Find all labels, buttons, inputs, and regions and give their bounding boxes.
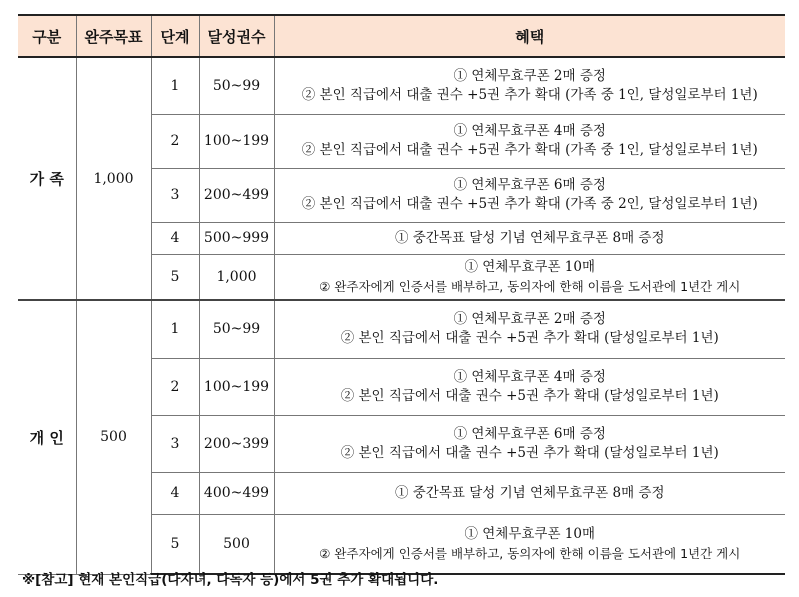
range-cell: 500 [199,514,274,574]
range-cell: 50~99 [199,300,274,358]
benefit-cell [274,514,785,574]
range-cell: 50~99 [199,57,274,114]
benefit-line: ② 완주자에게 인증서를 배부하고, 동의자에 한해 이름을 도서관에 1년간 게시 [319,278,741,294]
benefit-cell [274,168,785,222]
group-goal: 500 [76,300,151,574]
benefit-line: ② 본인 직급에서 대출 권수 +5권 추가 확대 (가족 중 1인, 달성일로부터 1년) [301,86,758,103]
benefit-line: ① 연체무효쿠폰 10매 [464,258,596,275]
stage-cell: 5 [151,254,199,300]
benefit-line: ② 본인 직급에서 대출 권수 +5권 추가 확대 (달성일로부터 1년) [340,387,719,404]
range-cell: 200~399 [199,415,274,472]
benefit-line: ① 연체무효쿠폰 6매 증정 [453,425,606,442]
table-row [18,300,785,358]
range-cell: 400~499 [199,472,274,514]
range-cell: 100~199 [199,358,274,415]
benefit-cell [274,472,785,514]
stage-cell: 4 [151,472,199,514]
benefit-line: ① 연체무효쿠폰 2매 증정 [453,311,606,328]
stage-cell: 4 [151,222,199,254]
group-name: 가 족 [18,57,76,300]
benefit-line: ① 중간목표 달성 기념 연체무효쿠폰 8매 증정 [394,484,665,501]
benefit-cell [274,300,785,358]
group-goal: 1,000 [76,57,151,300]
reference-note: ※[참고] 현재 본인직급(다자녀, 다독자 등)에서 5권 추가 확대됩니다. [22,572,439,588]
benefit-line: ② 본인 직급에서 대출 권수 +5권 추가 확대 (가족 중 2인, 달성일로부터 1년) [301,196,758,212]
benefit-line: ① 연체무효쿠폰 2매 증정 [453,67,606,84]
range-cell: 200~499 [199,168,274,222]
range-cell: 500~999 [199,222,274,254]
benefit-cell [274,415,785,472]
benefit-line: ① 연체무효쿠폰 4매 증정 [453,123,606,139]
stage-cell: 2 [151,358,199,415]
benefit-line: ② 본인 직급에서 대출 권수 +5권 추가 확대 (달성일로부터 1년) [340,444,719,461]
benefit-line: ② 본인 직급에서 대출 권수 +5권 추가 확대 (가족 중 1인, 달성일로부터 1년) [301,142,758,158]
header-stage: 단계 [151,15,199,57]
benefit-cell [274,254,785,300]
stage-cell: 3 [151,168,199,222]
benefit-line: ① 연체무효쿠폰 4매 증정 [453,368,606,385]
benefit-cell [274,57,785,114]
stage-cell: 3 [151,415,199,472]
benefit-line: ② 본인 직급에서 대출 권수 +5권 추가 확대 (달성일로부터 1년) [340,330,719,347]
benefit-line: ② 완주자에게 인증서를 배부하고, 동의자에 한해 이름을 도서관에 1년간 게시 [319,545,741,561]
header-row [18,15,785,57]
table-row [18,57,785,114]
stage-cell: 1 [151,300,199,358]
stage-cell: 1 [151,57,199,114]
benefit-line: ① 연체무효쿠폰 6매 증정 [453,177,606,193]
benefit-cell [274,358,785,415]
benefit-line: ① 연체무효쿠폰 10매 [464,525,596,542]
header-category: 구분 [18,15,76,57]
reward-table [18,14,785,575]
header-goal: 완주목표 [76,15,151,57]
benefit-line: ① 중간목표 달성 기념 연체무효쿠폰 8매 증정 [394,229,665,246]
header-benefit: 혜택 [274,15,785,57]
header-achieved-count: 달성권수 [199,15,274,57]
stage-cell: 2 [151,114,199,168]
benefit-cell [274,222,785,254]
range-cell: 100~199 [199,114,274,168]
stage-cell: 5 [151,514,199,574]
benefit-cell [274,114,785,168]
group-name: 개 인 [18,300,76,574]
range-cell: 1,000 [199,254,274,300]
